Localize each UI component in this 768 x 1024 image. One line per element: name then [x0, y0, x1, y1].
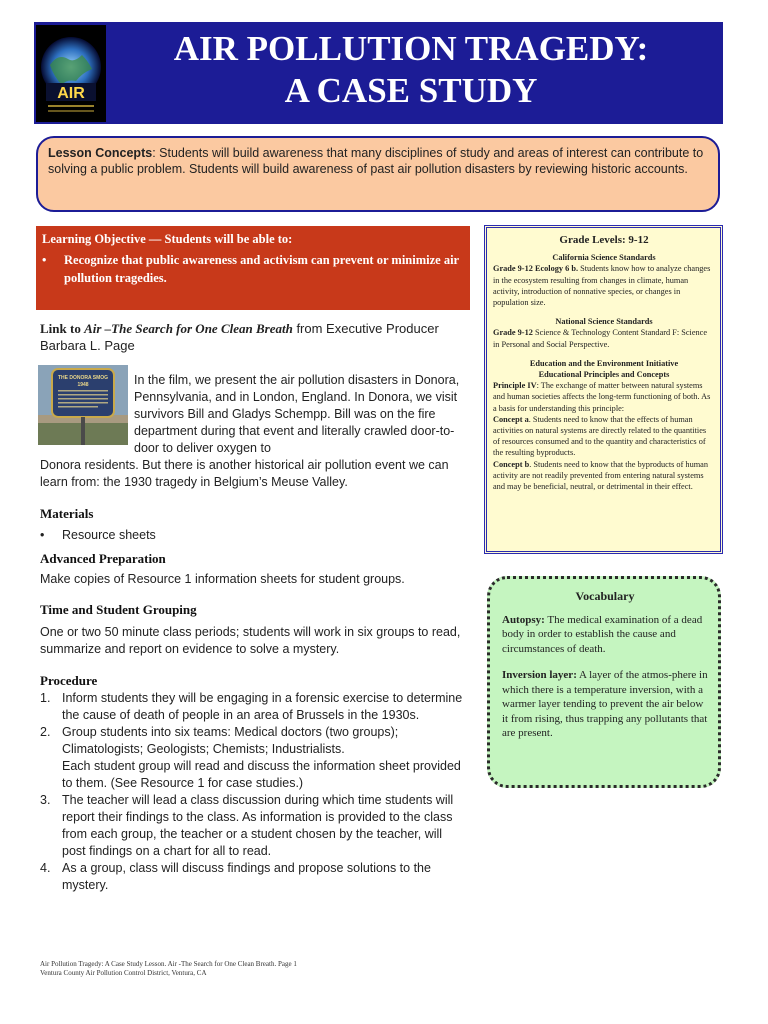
procedure-number: 1. — [40, 691, 51, 705]
advanced-prep-heading: Advanced Preparation — [40, 551, 166, 566]
donora-marker-photo — [38, 365, 128, 445]
lesson-concepts-box — [36, 136, 720, 212]
national-standards-text — [493, 327, 715, 349]
concept-b-body: . Students need to know that the byproducts of human activity are not readily prevented from entering natural systems and may be beneficial, neutral, or detrimental in their effect. — [493, 459, 709, 492]
objective-text: Recognize that public awareness and activism can prevent or minimize air pollution tragedies. — [64, 253, 459, 285]
vocab-term-label: Autopsy: — [502, 613, 545, 626]
concept-b — [493, 459, 715, 493]
marker-sign-year: 1948 — [77, 382, 89, 388]
page-footer — [40, 960, 440, 978]
procedure-text: Group students into six teams: Medical doctors (two groups); Climatologists; Geologists; Chemists; Industrialists. — [62, 725, 399, 756]
vocab-term-definition: A layer of the atmos-phere in which there is a temperature inversion, with a warmer layer tending to prevent the air below it from rising, thus trapping any pollutants that are present. — [502, 669, 708, 739]
time-grouping-heading: Time and Student Grouping — [40, 602, 197, 617]
ca-standards-body: Students know how to analyze changes in the ecosystem resulting from changes in climate, human activity, introduction of nonnative species, or changes in population size. — [493, 264, 711, 308]
eei-heading-2: Educational Principles and Concepts — [538, 370, 670, 380]
principle-iv — [493, 380, 715, 414]
link-suffix: from Executive Producer Barbara L. Page — [40, 321, 439, 353]
national-standards-body: Science & Technology Content Standard F: Science in Personal and Social Perspective. — [493, 328, 708, 349]
materials-heading: Materials — [40, 506, 94, 521]
objective-heading: Learning Objective — Students will be able to: — [42, 232, 293, 246]
concept-b-label: Concept b — [493, 459, 530, 469]
principle-iv-label: Principle IV — [493, 381, 537, 391]
principle-iv-body: : The exchange of matter between natural systems and human societies affects the long-term functioning of both. As a basis for understanding this principle: — [493, 381, 711, 413]
grade-levels-title: Grade Levels: 9-12 — [559, 234, 649, 246]
procedure-text: The teacher will lead a class discussion during which time students will report their findings to the class. As information is provided to the class from each group, the teacher or a student chosen by the teacher, will post findings on a chart for all to read. — [62, 793, 454, 858]
procedure-text: As a group, class will discuss findings and propose solutions to the mystery. — [62, 861, 431, 892]
grade-levels-box — [484, 225, 723, 554]
vocabulary-heading: Vocabulary — [575, 589, 635, 603]
ca-standards-text — [493, 263, 715, 308]
procedure-text: Each student group will read and discuss the information sheet provided to them. (See Resource 1 for case studies.) — [62, 759, 461, 790]
procedure-item — [40, 860, 468, 894]
bullet-icon: • — [40, 528, 45, 542]
lesson-concepts-label: Lesson Concepts — [48, 146, 153, 160]
procedure-number: 3. — [40, 793, 51, 807]
ca-standards-label: Grade 9-12 Ecology 6 b. — [493, 264, 579, 274]
national-standards-heading: National Science Standards — [555, 317, 653, 327]
page-title — [106, 28, 716, 112]
film-paragraph-2: Donora residents. But there is another historical air pollution event we can learn from: the 1930 tragedy in Belgium’s Meuse Valley. — [40, 458, 449, 489]
procedure-heading: Procedure — [40, 673, 98, 688]
procedure-number — [40, 758, 62, 792]
advanced-prep-text: Make copies of Resource 1 information sheets for student groups. — [40, 572, 405, 586]
vocab-term-label: Inversion layer: — [502, 669, 577, 681]
concept-a — [493, 414, 715, 459]
time-grouping-text: One or two 50 minute class periods; students will work in six groups to read, summarize and report on evidence to solve a mystery. — [40, 625, 461, 656]
procedure-item — [40, 758, 468, 792]
title-line-1: AIR POLLUTION TRAGEDY: — [173, 29, 649, 68]
materials-list-item — [40, 527, 440, 544]
lesson-concepts-text: : Students will build awareness that many disciplines of study and areas of interest can contribute to solving a public problem. Students will build awareness of past air pollution disasters by reviewing historic accounts. — [48, 146, 704, 176]
objective-list-item — [42, 251, 460, 287]
marker-sign-title: THE DONORA SMOG — [57, 375, 109, 381]
ca-standards-heading: California Science Standards — [552, 253, 656, 263]
procedure-list — [40, 690, 468, 894]
logo-text: AIR — [57, 85, 85, 102]
procedure-text: Inform students they will be engaging in a forensic exercise to determine the cause of death of people in an area of Brussels in the 1930s. — [62, 691, 463, 722]
footer-line-1: Air Pollution Tragedy: A Case Study Lesson. Air -The Search for One Clean Breath. Page 1 — [40, 960, 297, 968]
eei-heading-1: Education and the Environment Initiative — [529, 358, 679, 368]
concept-a-body: . Students need to know that the effects of human activities on natural systems are directly related to the quantities of resources consumed and to the quantity and characteristics of the resulting byproducts. — [493, 414, 707, 458]
film-title[interactable]: Air –The Search for One Clean Breath — [84, 321, 293, 336]
concept-a-label: Concept a — [493, 414, 529, 424]
procedure-item — [40, 724, 468, 758]
procedure-number: 4. — [40, 861, 51, 875]
national-standards-label: Grade 9-12 — [493, 328, 533, 338]
vocabulary-box — [487, 576, 721, 788]
vocab-term-inversion-layer — [502, 668, 708, 741]
link-prefix: Link to — [40, 321, 85, 336]
procedure-item — [40, 690, 468, 724]
vocab-term-autopsy — [502, 613, 708, 657]
film-paragraph-1: In the film, we present the air pollution disasters in Donora, Pennsylvania, and in London, England. In Donora, we visit survivors Bill and Gladys Schempp. Bill was on the fire department during that event and literally crawled door-to-door to deliver oxygen to — [134, 373, 460, 455]
procedure-number: 2. — [40, 725, 51, 739]
title-line-2: A CASE STUDY — [284, 71, 538, 110]
procedure-item — [40, 792, 468, 860]
vocab-term-definition: The medical examination of a dead body in order to establish the cause and circumstances of death. — [502, 613, 703, 655]
learning-objective-box — [36, 226, 470, 310]
air-logo — [36, 25, 106, 122]
footer-line-2: Ventura County Air Pollution Control District, Ventura, CA — [40, 969, 207, 977]
materials-item-text: Resource sheets — [62, 528, 156, 542]
bullet-icon: • — [42, 253, 47, 267]
film-link-line — [40, 320, 470, 354]
